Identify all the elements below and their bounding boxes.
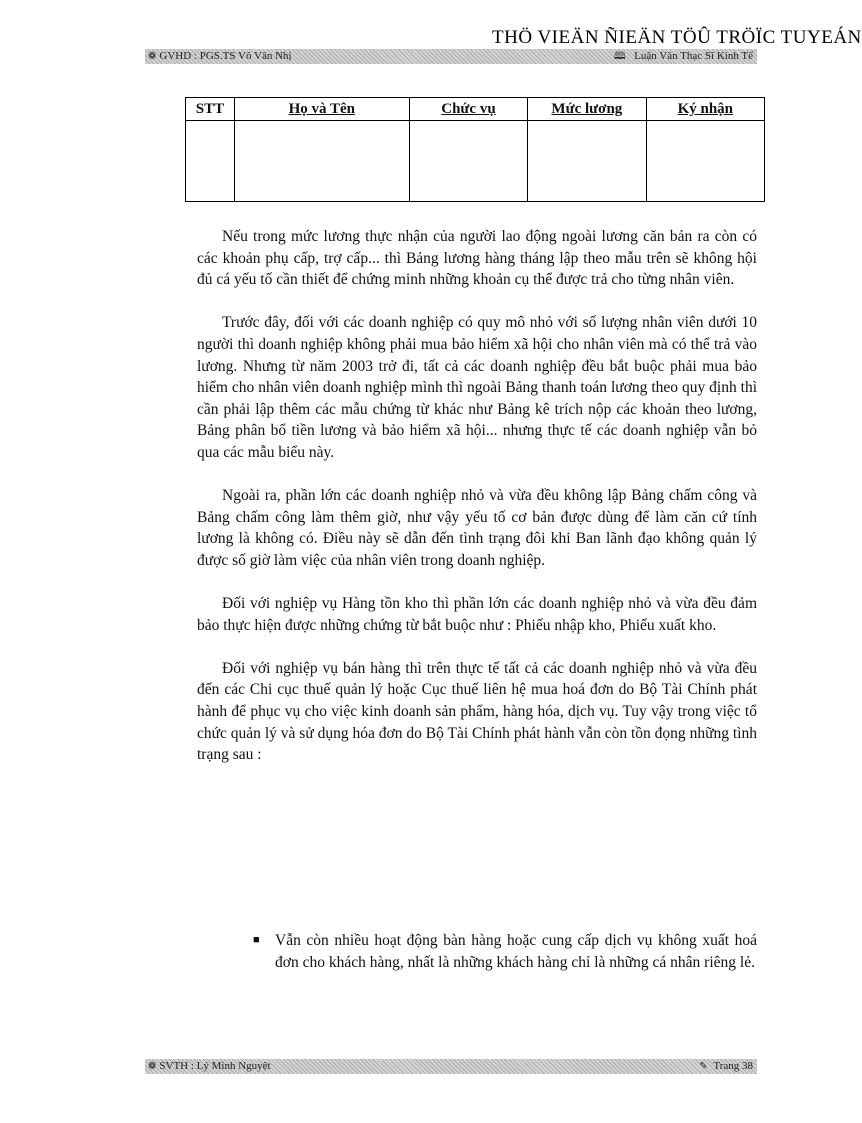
table-cell bbox=[234, 121, 409, 202]
col-position: Chức vụ bbox=[409, 98, 527, 121]
flower-icon: ❁ bbox=[148, 51, 157, 62]
table-header-row bbox=[186, 98, 765, 121]
flower-icon: ❁ bbox=[148, 1061, 157, 1072]
col-stt: STT bbox=[186, 98, 235, 121]
pencil-icon: ✎ bbox=[699, 1061, 708, 1072]
table-cell bbox=[646, 121, 764, 202]
paragraph: Nếu trong mức lương thực nhận của người lao động ngoài lương căn bản ra còn có các khoản phụ cấp, trợ cấp... thì Bảng lương hàng tháng lập theo mẫu trên sẽ không hội đủ cá yếu tố cần thiết để chứng minh những khoản cụ thể được trả cho từng nhân viên. bbox=[197, 228, 757, 289]
col-name: Họ và Tên bbox=[234, 98, 409, 121]
paragraph: Ngoài ra, phần lớn các doanh nghiệp nhỏ và vừa đều không lập Bảng chấm công và Bảng chấm công làm thêm giờ, như vậy yếu tố cơ bản được dùng để làm căn cứ tính lương là không có. Điều này sẽ dẫn đến tình trạng đôi khi Ban lãnh đạo không quản lý được số giờ làm việc của nhân viên trong doanh nghiệp. bbox=[197, 487, 757, 569]
table-cell bbox=[409, 121, 527, 202]
page-number: Trang 38 bbox=[713, 1060, 753, 1072]
paragraph: Trước đây, đối với các doanh nghiệp có quy mô nhỏ với số lượng nhân viên dưới 10 người thì doanh nghiệp không phải mua bảo hiểm xã hội cho nhân viên mà có thể trả vào lương. Nhưng từ năm 2003 trở đi, tất cả các doanh nghiệp đều bắt buộc phải mua bảo hiểm cho nhân viên doanh nghiệp mình thì ngoài Bảng thanh toán lương theo quy định thì cần phải lập thêm các mẫu chứng từ khác như Bảng kê trích nộp các khoản theo lương, Bảng phân bổ tiền lương và bảo hiểm xã hội... nhưng thực tế các doanh nghiệp vẫn bỏ qua các mẫu biểu này. bbox=[197, 314, 757, 461]
watermark-text: THÖ VIEÄN ÑIEÄN TÖÛ TRÖÏC TUYEÁN bbox=[492, 27, 862, 48]
body-text bbox=[197, 226, 757, 787]
table-row bbox=[186, 121, 765, 202]
student-label: SVTH : Lý Minh Nguyệt bbox=[159, 1060, 271, 1072]
bullet-text: Vẫn còn nhiều hoạt động bàn hàng hoặc cung cấp dịch vụ không xuất hoá đơn cho khách hàng, nhất là những khách hàng chỉ là những cá nhân riêng lẻ. bbox=[275, 932, 757, 971]
book-icon: 🕮 bbox=[613, 51, 626, 62]
table-cell bbox=[186, 121, 235, 202]
bullet-square-icon: ■ bbox=[253, 934, 260, 946]
page-footer bbox=[145, 1059, 757, 1074]
table-cell bbox=[528, 121, 646, 202]
paragraph: Đối với nghiệp vụ bán hàng thì trên thực tế tất cả các doanh nghiệp nhỏ và vừa đều đến các Chi cục thuế quản lý hoặc Cục thuế liên hệ mua hoá đơn do Bộ Tài Chính phát hành để phục vụ cho việc kinh doanh sản phẩm, hàng hóa, dịch vụ. Tuy vậy trong việc tổ chức quản lý và sử dụng hóa đơn do Bộ Tài Chính phát hành vẫn còn tồn đọng những tình trạng sau : bbox=[197, 659, 757, 764]
supervisor-label: GVHD : PGS.TS Võ Văn Nhị bbox=[159, 50, 292, 62]
paragraph: Đối với nghiệp vụ Hàng tồn kho thì phần lớn các doanh nghiệp nhỏ và vừa đều đảm bảo thực hiện được những chứng từ bắt buộc như : Phiếu nhập kho, Phiếu xuất kho. bbox=[197, 595, 757, 634]
col-salary: Mức lương bbox=[528, 98, 646, 121]
bullet-item bbox=[253, 930, 757, 973]
page-header bbox=[145, 49, 757, 64]
col-signature: Ký nhận bbox=[646, 98, 764, 121]
thesis-label: Luận Văn Thạc Sĩ Kinh Tế bbox=[634, 50, 753, 62]
salary-form-table bbox=[185, 97, 765, 202]
